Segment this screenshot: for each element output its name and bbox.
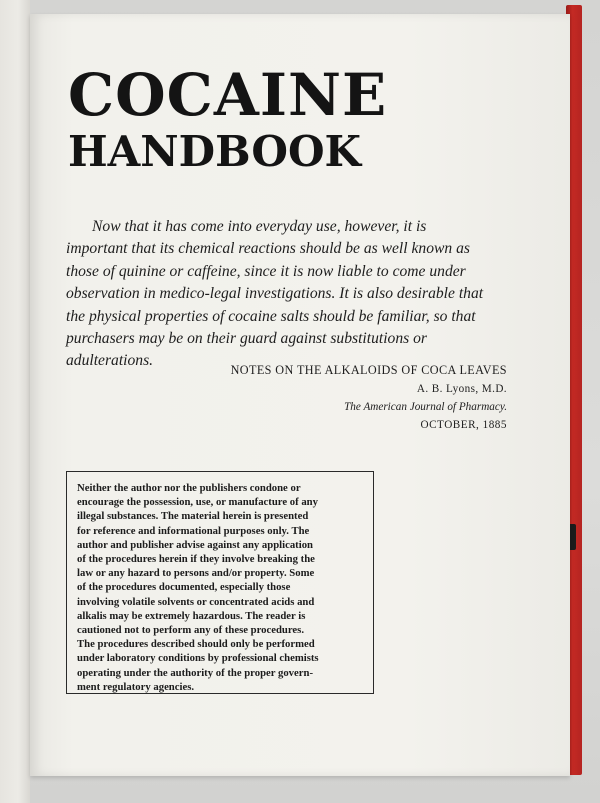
disclaimer-line: The procedures described should only be performed (77, 638, 315, 651)
title-line-1: COCAINE (68, 61, 388, 129)
attribution-date: OCTOBER, 1885 (420, 419, 507, 431)
attribution-author: A. B. Lyons, M.D. (416, 383, 507, 395)
title-line-2: HANDBOOK (68, 127, 362, 176)
disclaimer-line: of the procedures herein if they involve breaking the (77, 553, 315, 566)
disclaimer-line: illegal substances. The material herein is presented (77, 510, 309, 523)
disclaimer-line: of the procedures documented, especially those (77, 581, 291, 594)
quote-line: purchasers may be on their guard against substitutions or (66, 330, 427, 348)
disclaimer-line: law or any hazard to persons and/or property. Some (77, 567, 315, 580)
quote-line: adulterations. (66, 352, 154, 370)
quote-attribution (167, 361, 507, 434)
quote-line: those of quinine or caffeine, since it is now liable to come under (66, 262, 466, 280)
quote-line: the physical properties of cocaine salts should be familiar, so that (66, 307, 476, 325)
quote-line: Now that it has come into everyday use, however, it is (92, 218, 427, 235)
book-title (68, 61, 388, 176)
disclaimer-line: Neither the author nor the publishers condone or (77, 482, 301, 494)
disclaimer-line: for reference and informational purposes only. The (77, 524, 310, 537)
disclaimer-text (77, 481, 363, 694)
disclaimer-line: author and publisher advise against any application (77, 538, 313, 551)
disclaimer-line: involving volatile solvents or concentrated acids and (77, 595, 315, 608)
quote-line: important that its chemical reactions should be as well known as (66, 240, 470, 258)
quote-line: observation in medico-legal investigations. It is also desirable that (66, 285, 484, 303)
attribution-source: NOTES ON THE ALKALOIDS OF COCA LEAVES (230, 363, 507, 377)
epigraph-quote (66, 216, 528, 373)
left-page-edge (0, 0, 30, 803)
disclaimer-line: ment regulatory agencies. (77, 680, 195, 693)
disclaimer-box (66, 471, 374, 694)
disclaimer-line: under laboratory conditions by professional chemists (77, 652, 319, 665)
disclaimer-line: alkalis may be extremely hazardous. The reader is (77, 609, 306, 622)
disclaimer-line: cautioned not to perform any of these procedures. (77, 624, 304, 637)
attribution-journal: The American Journal of Pharmacy. (344, 401, 507, 413)
disclaimer-line: encourage the possession, use, or manufacture of any (77, 496, 318, 509)
disclaimer-line: operating under the authority of the proper govern- (77, 666, 314, 679)
